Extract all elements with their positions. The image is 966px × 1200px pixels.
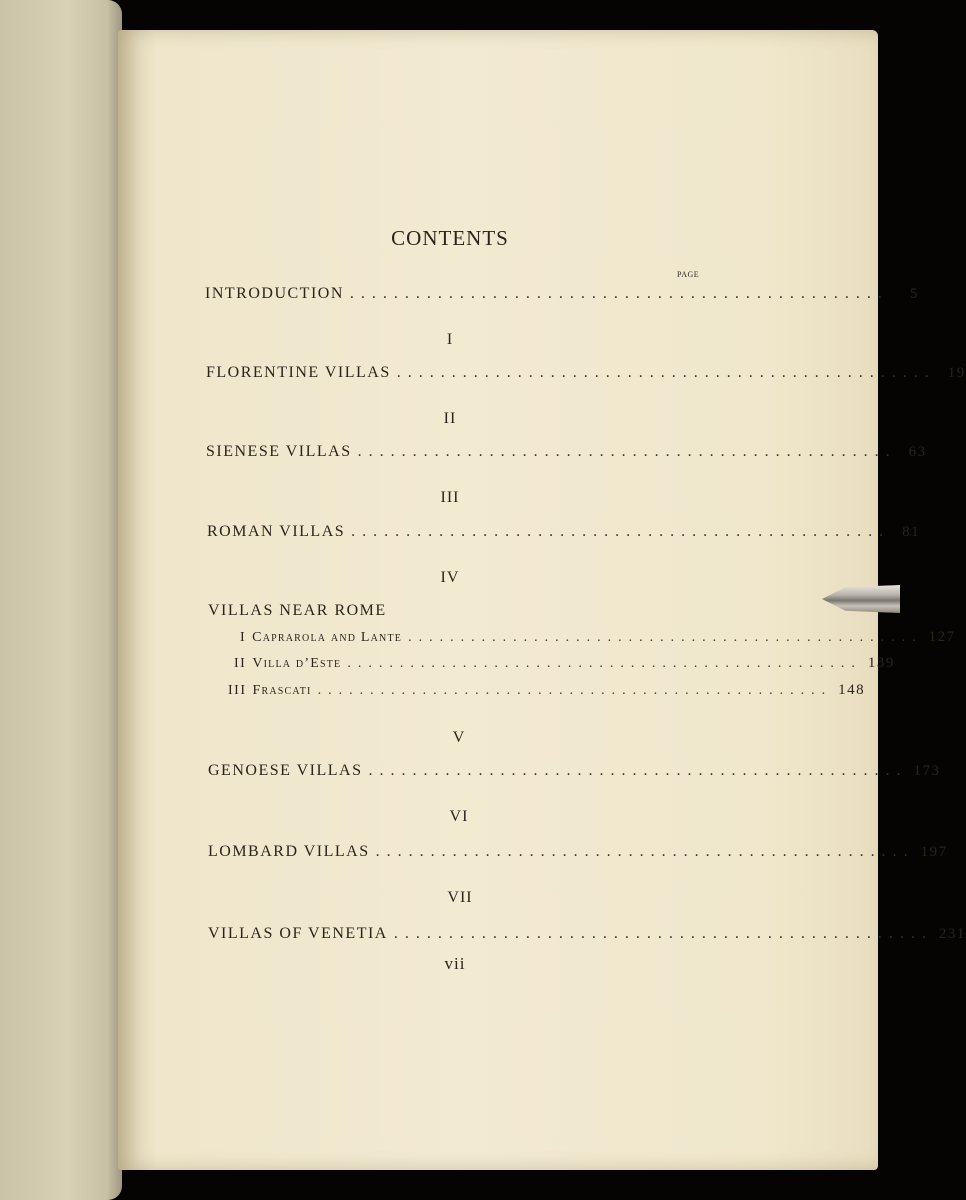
section-numeral-vi: VI: [449, 808, 469, 825]
facing-page: [0, 0, 122, 1200]
toc-entry-sienese-villas[interactable]: [206, 443, 927, 461]
toc-entry-label: Caprarola and Lante: [252, 630, 403, 645]
toc-entry-page: 139: [867, 655, 895, 671]
toc-entry-page: 173: [913, 763, 941, 779]
page-title: CONTENTS: [391, 226, 509, 250]
toc-entry-page: 231: [938, 926, 966, 942]
toc-entry-genoese-villas[interactable]: [208, 762, 941, 780]
book-page: [118, 30, 878, 1170]
section-numeral-vii: VII: [447, 889, 473, 906]
toc-entry-page: 19: [947, 365, 966, 381]
subentry-numeral: II: [234, 656, 247, 671]
toc-entry-label: VILLAS OF VENETIA: [208, 925, 388, 942]
toc-entry-page: 127: [928, 629, 956, 645]
toc-entry-label: INTRODUCTION: [205, 285, 344, 302]
toc-entry-label: FLORENTINE VILLAS: [206, 364, 391, 381]
dot-leader: .................................................: [351, 523, 891, 540]
toc-entry-label: LOMBARD VILLAS: [208, 843, 370, 860]
toc-entry-label: SIENESE VILLAS: [206, 443, 352, 460]
toc-entry-roman-villas[interactable]: [207, 523, 921, 541]
toc-subentry-caprarola-and-lante[interactable]: [240, 629, 956, 646]
dot-leader: .................................................: [408, 630, 923, 645]
subentry-numeral: I: [240, 630, 247, 645]
dot-leader: .................................................: [393, 925, 933, 942]
toc-entry-page: 148: [838, 682, 866, 698]
dot-leader: .................................................: [368, 762, 908, 779]
section-numeral-v: V: [452, 729, 466, 746]
dot-leader: .................................................: [347, 656, 862, 671]
dot-leader: .................................................: [317, 683, 833, 698]
toc-subentry-frascati[interactable]: [228, 682, 866, 699]
toc-entry-florentine-villas[interactable]: [206, 364, 966, 382]
section-numeral-iv: IV: [440, 569, 460, 586]
dot-leader: .................................................: [375, 843, 915, 860]
dot-leader: .................................................: [357, 443, 897, 460]
section-numeral-iii: III: [440, 489, 460, 506]
toc-entry-villas-of-venetia[interactable]: [208, 925, 966, 943]
dot-leader: .................................................: [349, 285, 889, 302]
section-numeral-i: I: [446, 331, 454, 348]
toc-subentry-villa-deste[interactable]: [234, 655, 895, 672]
page-column-label: PAGE: [677, 270, 700, 279]
toc-entry-label: Frascati: [252, 683, 312, 698]
page-folio-number: vii: [444, 954, 466, 973]
subentry-numeral: III: [228, 683, 247, 698]
toc-entry-introduction[interactable]: [205, 285, 919, 303]
toc-entry-page: 5: [909, 286, 919, 302]
toc-entry-page: 63: [908, 444, 927, 460]
toc-entry-label: Villa d’Este: [252, 656, 342, 671]
section-numeral-ii: II: [443, 410, 457, 427]
toc-entry-page: 81: [902, 524, 921, 540]
toc-entry-page: 197: [920, 844, 948, 860]
toc-entry-lombard-villas[interactable]: [208, 843, 948, 861]
dot-leader: .................................................: [396, 364, 936, 381]
toc-entry-label: GENOESE VILLAS: [208, 762, 363, 779]
toc-heading-villas-near-rome: VILLAS NEAR ROME: [208, 602, 387, 619]
toc-entry-label: ROMAN VILLAS: [207, 523, 346, 540]
